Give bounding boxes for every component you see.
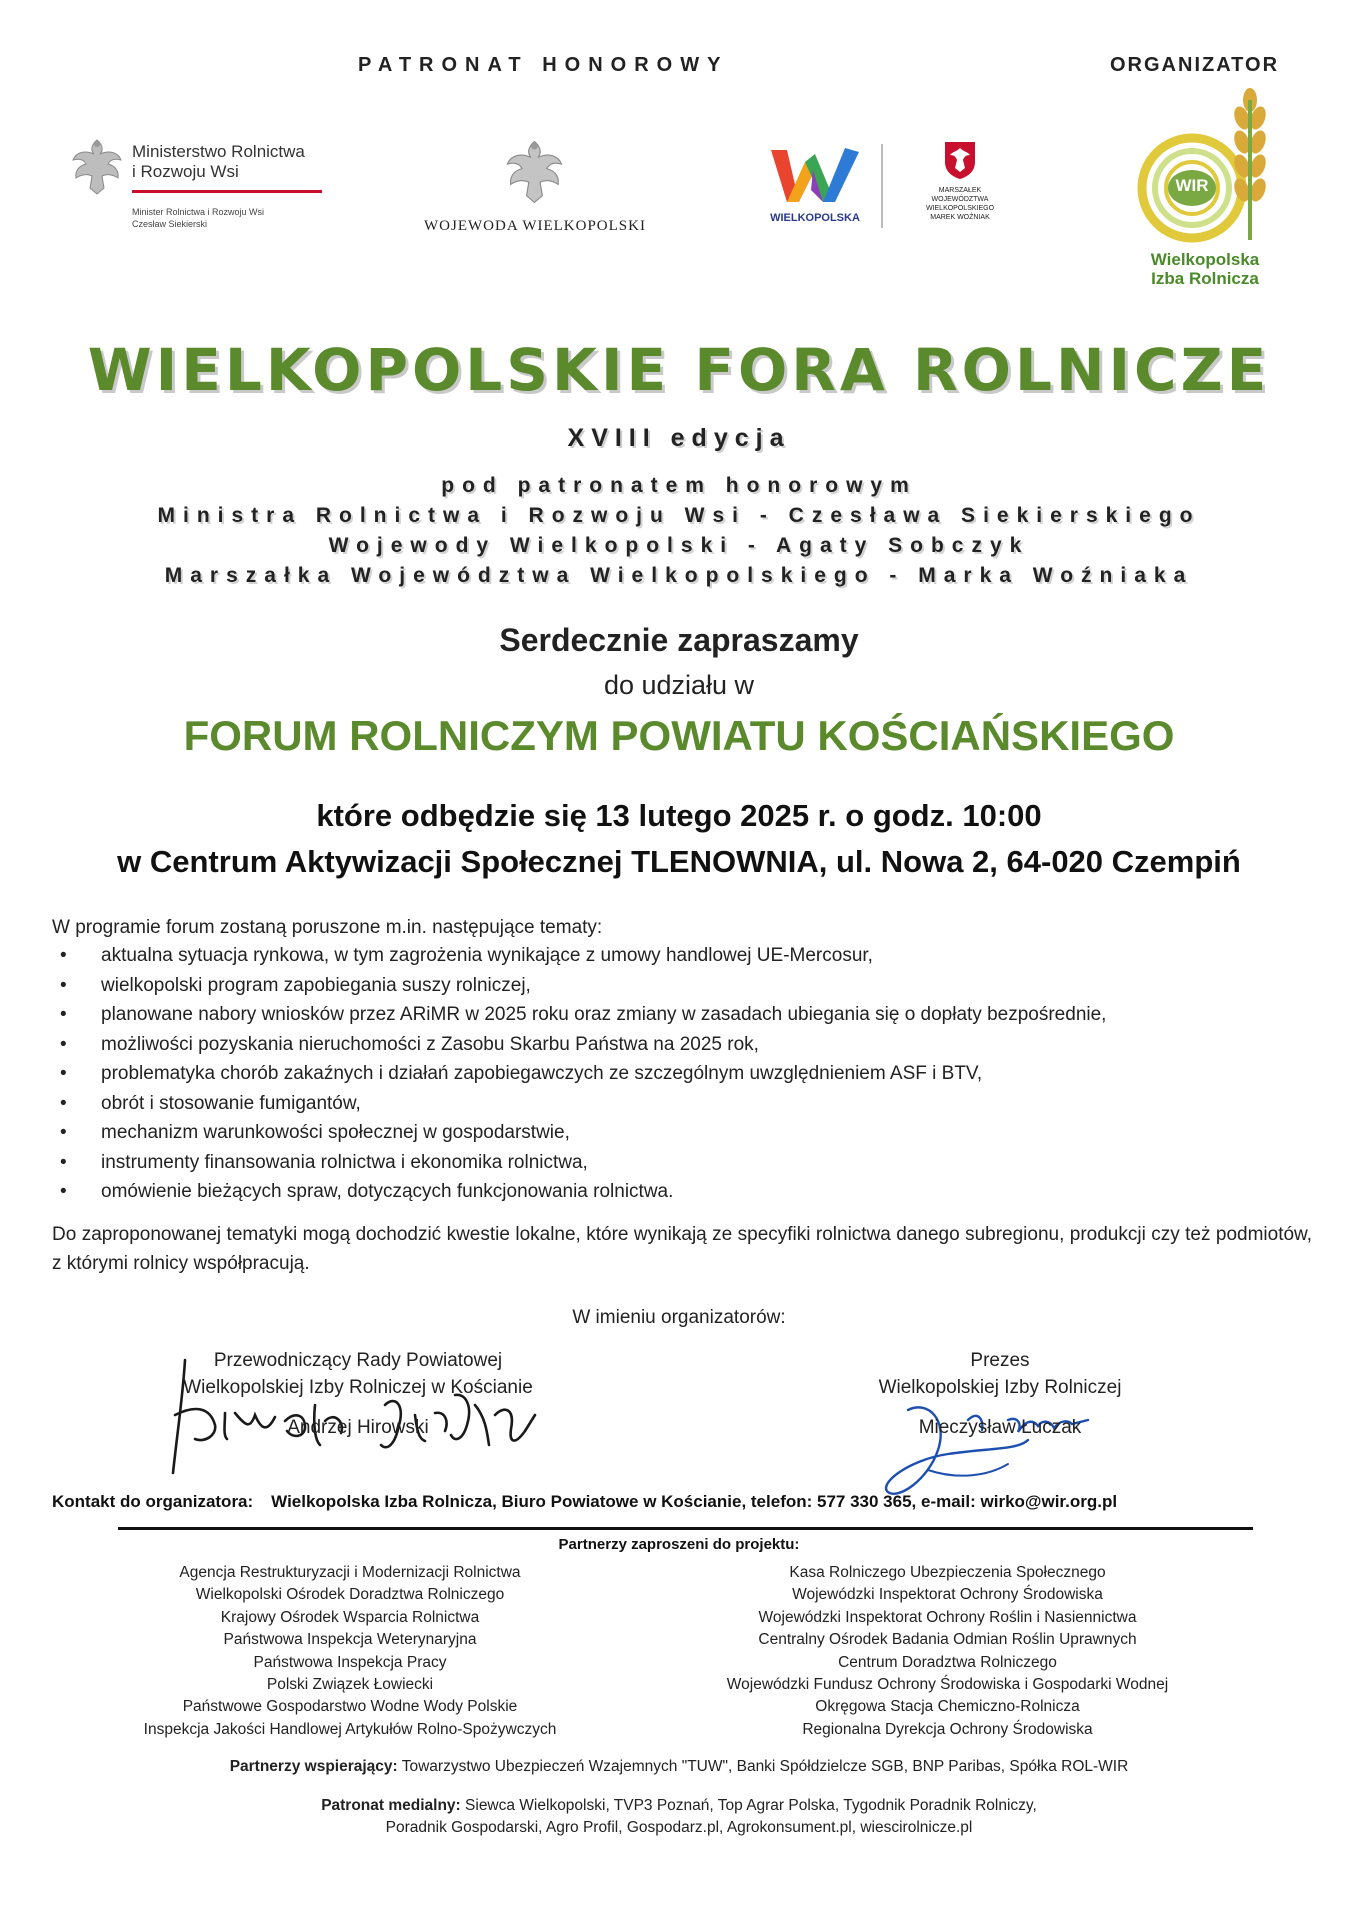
on-behalf-label: W imieniu organizatorów: bbox=[572, 1307, 786, 1328]
wir-wheat-emblem-icon bbox=[1130, 80, 1280, 245]
wir-logo bbox=[1130, 80, 1280, 290]
ministry-sub-line1: Minister Rolnictwa i Rozwoju Wsi bbox=[132, 207, 265, 217]
bullet: • bbox=[60, 974, 67, 996]
logo-separator bbox=[881, 144, 883, 228]
list-item bbox=[52, 1093, 1106, 1123]
supporting-partners bbox=[0, 1758, 1358, 1776]
topic-text: instrumenty finansowania rolnictwa i ekonomika rolnictwa, bbox=[101, 1151, 588, 1173]
topic-text: aktualna sytuacja rynkowa, w tym zagrożenia wynikające z umowy handlowej UE-Mercosur, bbox=[101, 945, 873, 966]
patron-marshal: Marszałka Województwa Wielkopolskiego - Marka Woźniaka bbox=[164, 564, 1194, 587]
list-item: Wojewódzki Inspektorat Ochrony Roślin i Nasiennictwa bbox=[758, 1608, 1137, 1626]
list-item bbox=[52, 975, 1106, 1005]
media-label: Patronat medialny: bbox=[321, 1797, 461, 1814]
patron-minister: Ministra Rolnictwa i Rozwoju Wsi - Czesława Siekierskiego bbox=[157, 504, 1201, 527]
topic-text: mechanizm warunkowości społecznej w gospodarstwie, bbox=[101, 1122, 570, 1143]
local-issues-note: Do zaproponowanej tematyki mogą dochodzić kwestie lokalne, które wynikają ze specyfiki rolnictwa danego subregionu, produkcji czy też podmiotów, z którymi rolnicy współpracują. bbox=[52, 1224, 1312, 1274]
list-item: Regionalna Dyrekcja Ochrony Środowiska bbox=[802, 1720, 1093, 1738]
topic-text: wielkopolski program zapobiegania suszy rolniczej, bbox=[101, 974, 531, 996]
voivode-text: WOJEWODA WIELKOPOLSKI bbox=[424, 218, 646, 234]
list-item: Okręgowa Stacja Chemiczno-Rolnicza bbox=[815, 1698, 1080, 1716]
supporting-label: Partnerzy wspierający: bbox=[229, 1758, 398, 1775]
ministry-name bbox=[132, 142, 305, 182]
partners-right-column bbox=[695, 1562, 1200, 1741]
event-location: w Centrum Aktywizacji Społecznej TLENOWNIA, ul. Nowa 2, 64-020 Czempiń bbox=[117, 844, 1241, 879]
eagle-emblem-icon bbox=[70, 136, 125, 198]
list-item: Centrum Doradztwa Rolniczego bbox=[838, 1653, 1057, 1671]
marshal-logo bbox=[905, 140, 1015, 230]
wielkopolska-text: WIELKOPOLSKA bbox=[770, 212, 860, 224]
topic-text: omówienie bieżących spraw, dotyczących funkcjonowania rolnictwa. bbox=[101, 1181, 674, 1202]
bullet: • bbox=[60, 1004, 67, 1025]
coat-of-arms-icon bbox=[943, 140, 977, 180]
marshal-text bbox=[905, 186, 1015, 222]
invitation-subheading: do udziału w bbox=[603, 670, 755, 700]
signatory-left-role2: Wielkopolskiej Izby Rolniczej w Kościanie bbox=[183, 1377, 533, 1398]
list-item bbox=[52, 1122, 1106, 1152]
signatory-left bbox=[158, 1347, 558, 1441]
list-item: Agencja Restrukturyzacji i Modernizacji Rolnictwa bbox=[179, 1564, 521, 1581]
topic-text: obrót i stosowanie fumigantów, bbox=[101, 1092, 361, 1114]
list-item: Wielkopolski Ośrodek Doradztwa Rolniczego bbox=[195, 1586, 505, 1604]
bullet: • bbox=[60, 1092, 67, 1114]
partners-heading: Partnerzy zaproszeni do projektu: bbox=[558, 1536, 800, 1553]
marshal-line4: MAREK WOŹNIAK bbox=[930, 214, 990, 221]
topics-list bbox=[52, 945, 1106, 1211]
list-item bbox=[52, 1152, 1106, 1182]
spacer bbox=[850, 1401, 1150, 1414]
list-item: Państwowa Inspekcja Pracy bbox=[253, 1653, 447, 1671]
main-title: WIELKOPOLSKIE FORA ROLNICZE bbox=[87, 336, 1271, 404]
marshal-line3: WIELKOPOLSKIEGO bbox=[925, 205, 995, 212]
list-item bbox=[52, 1004, 1106, 1034]
wielkopolska-w-mark-icon bbox=[765, 140, 865, 212]
program-intro: W programie forum zostaną poruszone m.in. następujące tematy: bbox=[52, 917, 603, 938]
list-item bbox=[52, 1181, 1106, 1211]
invitation-heading: Serdecznie zapraszamy bbox=[499, 622, 859, 658]
topic-text: możliwości pozyskania nieruchomości z Zasobu Skarbu Państwa na 2025 rok, bbox=[101, 1033, 759, 1055]
ministry-sub-line2: Czesław Siekierski bbox=[132, 219, 208, 229]
event-date: które odbędzie się 13 lutego 2025 r. o godz. 10:00 bbox=[316, 798, 1042, 833]
list-item: Państwowe Gospodarstwo Wodne Wody Polskie bbox=[182, 1698, 518, 1716]
list-item: Państwowa Inspekcja Weterynaryjna bbox=[223, 1631, 477, 1649]
divider bbox=[118, 1527, 1253, 1530]
media-line2: Poradnik Gospodarski, Agro Profil, Gospodarz.pl, Agrokonsument.pl, wiescirolnicze.pl bbox=[385, 1819, 973, 1836]
list-item bbox=[52, 1034, 1106, 1064]
ministry-name-line1: Ministerstwo Rolnictwa bbox=[132, 142, 305, 161]
bullet: • bbox=[60, 1151, 67, 1173]
patronat-label: PATRONAT HONOROWY bbox=[358, 54, 729, 76]
list-item: Wojewódzki Inspektorat Ochrony Środowiska bbox=[792, 1586, 1103, 1604]
contact-label: Kontakt do organizatora: bbox=[52, 1492, 254, 1511]
supporting-text: Towarzystwo Ubezpieczeń Wzajemnych "TUW", Banki Spółdzielcze SGB, BNP Paribas, Spółka ROL-WIR bbox=[401, 1758, 1129, 1775]
partners-left-column bbox=[100, 1562, 600, 1741]
signatory-right-role2: Wielkopolskiej Izby Rolniczej bbox=[878, 1377, 1122, 1398]
organizator-label: ORGANIZATOR bbox=[1110, 54, 1280, 76]
wielkopolska-logo bbox=[765, 132, 890, 232]
list-item: Inspekcja Jakości Handlowej Artykułów Rolno-Spożywczych bbox=[143, 1720, 557, 1738]
ministry-logo bbox=[70, 130, 340, 240]
marshal-line2: WOJEWÓDZTWA bbox=[931, 196, 989, 203]
list-item: Polski Związek Łowiecki bbox=[266, 1676, 434, 1694]
list-item: Kasa Rolniczego Ubezpieczenia Społecznego bbox=[789, 1564, 1106, 1581]
eagle-emblem-icon bbox=[504, 136, 566, 208]
bullet: • bbox=[60, 1122, 67, 1143]
ministry-red-line bbox=[132, 190, 322, 193]
patron-voivode: Wojewody Wielkopolski - Agaty Sobczyk bbox=[328, 534, 1030, 557]
list-item bbox=[52, 945, 1106, 975]
topic-text: problematyka chorób zakaźnych i działań zapobiegawczych ze szczególnym uwzględnieniem ASF i BTV, bbox=[101, 1063, 983, 1084]
list-item: Krajowy Ośrodek Wsparcia Rolnictwa bbox=[220, 1608, 480, 1626]
contact-line bbox=[52, 1492, 1117, 1512]
media-line1: Siewca Wielkopolski, TVP3 Poznań, Top Agrar Polska, Tygodnik Poradnik Rolniczy, bbox=[465, 1797, 1037, 1814]
signatory-right-name: Mieczysław Łuczak bbox=[918, 1417, 1082, 1438]
voivode-logo bbox=[415, 132, 655, 242]
edition: XVIII edycja bbox=[567, 424, 791, 452]
list-item bbox=[52, 1063, 1106, 1093]
forum-name: FORUM ROLNICZYM POWIATU KOŚCIAŃSKIEGO bbox=[183, 712, 1175, 759]
signatory-left-role1: Przewodniczący Rady Powiatowej bbox=[213, 1350, 503, 1371]
bullet: • bbox=[60, 1033, 67, 1055]
spacer bbox=[158, 1401, 558, 1414]
wir-name-line1: Wielkopolska bbox=[1150, 250, 1260, 269]
list-item: Centralny Ośrodek Badania Odmian Roślin Uprawnych bbox=[758, 1631, 1137, 1649]
bullet: • bbox=[60, 1063, 67, 1084]
signatory-left-name: Andrzej Hirowski bbox=[287, 1417, 429, 1438]
marshal-line1: MARSZAŁEK bbox=[938, 187, 982, 194]
bullet: • bbox=[60, 1181, 67, 1202]
list-item: Wojewódzki Fundusz Ochrony Środowiska i Gospodarki Wodnej bbox=[726, 1676, 1169, 1694]
ministry-subtitle bbox=[132, 206, 264, 230]
bullet: • bbox=[60, 945, 67, 966]
wir-mark: WIR bbox=[1175, 176, 1209, 195]
topic-text: planowane nabory wniosków przez ARiMR w 2025 roku oraz zmiany w zasadach ubiegania się o dopłaty bezpośrednie, bbox=[101, 1004, 1107, 1025]
wir-name-line2: Izba Rolnicza bbox=[1151, 269, 1259, 288]
signatory-right-role1: Prezes bbox=[970, 1350, 1030, 1371]
patronage-intro: pod patronatem honorowym bbox=[441, 474, 917, 497]
wir-name bbox=[1130, 250, 1280, 288]
signatory-right bbox=[850, 1347, 1150, 1441]
ministry-name-line2: i Rozwoju Wsi bbox=[132, 162, 239, 181]
media-patronage bbox=[0, 1795, 1358, 1839]
contact-text: Wielkopolska Izba Rolnicza, Biuro Powiatowe w Kościanie, telefon: 577 330 365, e-mail: wirko@wir.org.pl bbox=[271, 1492, 1118, 1511]
